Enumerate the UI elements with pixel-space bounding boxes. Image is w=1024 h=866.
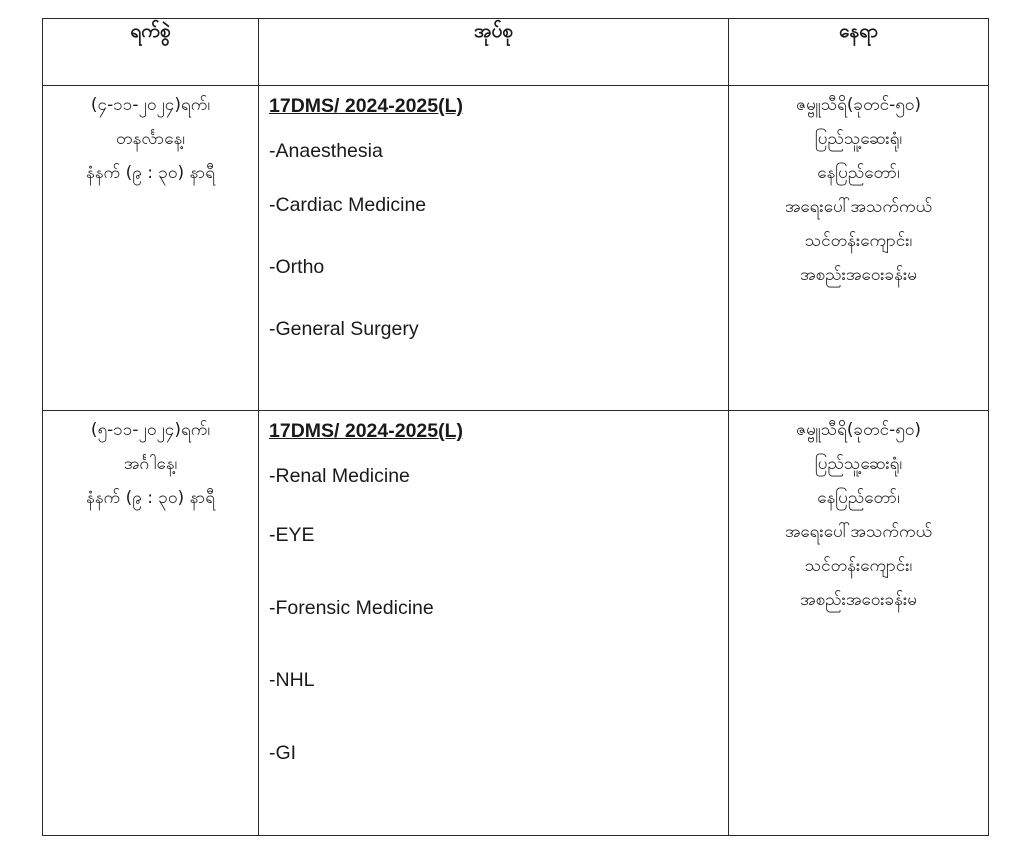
subject-item: -Anaesthesia — [269, 140, 383, 162]
date-line: (၄-၁၁-၂၀၂၄)ရက်၊ — [90, 95, 211, 115]
header-group: အုပ်စု — [259, 19, 729, 86]
schedule-table — [42, 18, 989, 836]
venue-line: ပြည်သူ့ဆေးရုံ၊ — [814, 129, 903, 149]
venue-line: အရေးပေါ်အသက်ကယ် — [784, 522, 933, 542]
venue-line: အစည်းအဝေးခန်းမ — [799, 265, 917, 285]
subject-item: -Renal Medicine — [269, 465, 410, 487]
subject-list — [269, 453, 728, 789]
subject-item: -Forensic Medicine — [269, 596, 434, 619]
date-line: (၅-၁၁-၂၀၂၄)ရက်၊ — [90, 420, 211, 440]
venue-line: အရေးပေါ်အသက်ကယ် — [784, 197, 933, 217]
header-date: ရက်စွဲ — [43, 19, 259, 86]
subject-item: -Ortho — [269, 256, 325, 278]
venue-cell — [729, 411, 989, 836]
venue-line: အစည်းအဝေးခန်းမ — [799, 590, 917, 610]
day-line: အင်္ဂါနေ့၊ — [123, 454, 178, 474]
venue-line: နေပြည်တော်၊ — [817, 163, 900, 183]
time-line: နံနက် (၉ : ၃၀) နာရီ — [85, 488, 216, 508]
venue-cell — [729, 86, 989, 411]
subject-item: -GI — [269, 741, 297, 764]
group-cell — [259, 86, 729, 411]
subject-list — [269, 128, 728, 360]
day-line: တနင်္လာနေ့၊ — [116, 129, 185, 149]
subject-item: -General Surgery — [269, 318, 419, 340]
group-cell — [259, 411, 729, 836]
time-line: နံနက် (၉ : ၃၀) နာရီ — [85, 163, 216, 183]
venue-line: နေပြည်တော်၊ — [817, 488, 900, 508]
date-cell — [43, 411, 259, 836]
header-row — [43, 19, 989, 86]
table-row — [43, 86, 989, 411]
table-row — [43, 411, 989, 836]
venue-line: ဇမ္ဗူသီရိ(ခုတင်-၅၀) — [796, 420, 921, 440]
group-title: 17DMS/ 2024-2025(L) — [269, 95, 464, 117]
subject-item: -Cardiac Medicine — [269, 194, 427, 216]
subject-item: -EYE — [269, 524, 315, 546]
venue-line: သင်တန်းကျောင်း၊ — [804, 556, 913, 576]
venue-line: ပြည်သူ့ဆေးရုံ၊ — [814, 454, 903, 474]
venue-line: ဇမ္ဗူသီရိ(ခုတင်-၅၀) — [796, 95, 921, 115]
date-cell — [43, 86, 259, 411]
header-venue: နေရာ — [729, 19, 989, 86]
group-title: 17DMS/ 2024-2025(L) — [269, 420, 464, 442]
venue-line: သင်တန်းကျောင်း၊ — [804, 231, 913, 251]
subject-item: -NHL — [269, 669, 315, 691]
